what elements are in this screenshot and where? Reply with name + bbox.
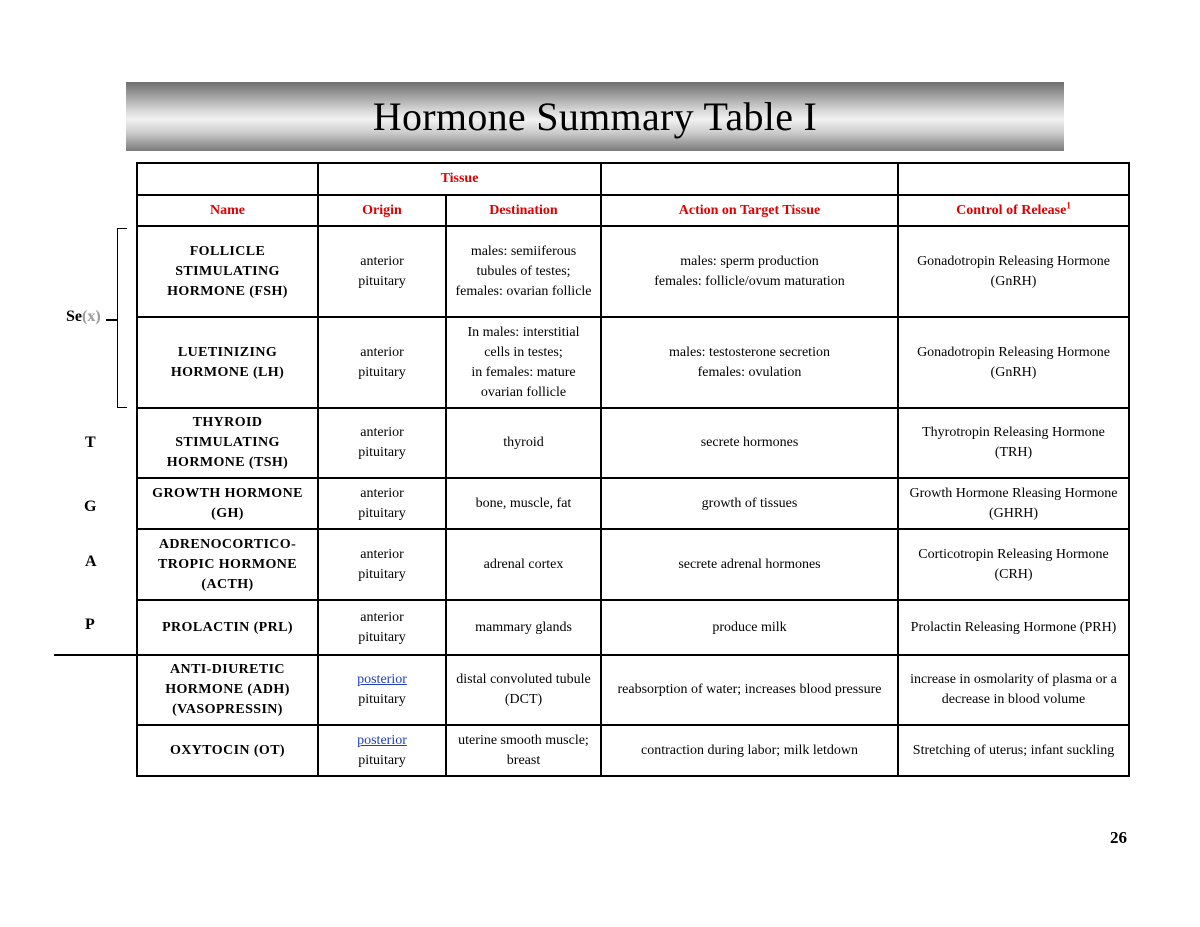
origin-line: pituitary: [358, 445, 406, 460]
hormone-name: ADRENOCORTICO-TROPIC HORMONE (ACTH): [137, 529, 318, 600]
side-label-a: A: [85, 553, 97, 570]
hormone-name: OXYTOCIN (OT): [137, 725, 318, 776]
control-cell: Thyrotropin Releasing Hormone (TRH): [898, 408, 1129, 478]
table-row: [137, 725, 1129, 776]
header-control-label: Control of Release: [956, 202, 1067, 218]
origin-line: anterior: [360, 344, 404, 360]
header-empty-cell: [137, 163, 318, 195]
action-cell: reabsorption of water; increases blood pressure: [601, 655, 898, 725]
origin-cell: [318, 408, 446, 478]
origin-line: pituitary: [358, 505, 406, 521]
hormone-name-line: (VASOPRESSIN): [172, 702, 283, 717]
origin-line: pituitary: [358, 692, 406, 707]
origin-cell: [318, 226, 446, 317]
origin-line: pituitary: [358, 364, 406, 380]
action-cell: secrete adrenal hormones: [601, 529, 898, 600]
header-control-footnote: 1: [1066, 199, 1071, 210]
origin-line: anterior: [360, 425, 404, 440]
side-label-sex-suffix: (x): [82, 308, 101, 325]
hormone-name: PROLACTIN (PRL): [137, 600, 318, 655]
destination-cell: bone, muscle, fat: [446, 478, 601, 529]
posterior-link[interactable]: posterior: [357, 672, 407, 687]
header-control: [898, 195, 1129, 226]
destination-line: In males: interstitial cells in testes;: [467, 324, 580, 360]
table-row: [137, 317, 1129, 408]
destination-cell: adrenal cortex: [446, 529, 601, 600]
hormone-name: LUETINIZING HORMONE (LH): [137, 317, 318, 408]
page-title: Hormone Summary Table I: [372, 94, 818, 139]
control-cell: Gonadotropin Releasing Hormone (GnRH): [898, 317, 1129, 408]
table-header-row-tissue: [137, 163, 1129, 195]
sex-bracket-tick: [106, 319, 117, 321]
hormone-name: THYROID STIMULATING HORMONE (TSH): [137, 408, 318, 478]
header-origin: Origin: [318, 195, 446, 226]
table-row: [137, 478, 1129, 529]
origin-line: pituitary: [358, 566, 406, 582]
origin-line: pituitary: [358, 752, 406, 768]
table-row: [137, 600, 1129, 655]
origin-cell: [318, 655, 446, 725]
control-cell: Stretching of uterus; infant suckling: [898, 725, 1129, 776]
header-destination: Destination: [446, 195, 601, 226]
action-line: males: testosterone secretion: [669, 344, 830, 360]
posterior-link[interactable]: posterior: [357, 732, 407, 748]
table-row: [137, 408, 1129, 478]
destination-cell: mammary glands: [446, 600, 601, 655]
control-cell: Prolactin Releasing Hormone (PRH): [898, 600, 1129, 655]
destination-cell: [446, 317, 601, 408]
origin-cell: [318, 725, 446, 776]
action-line: males: sperm production: [680, 253, 819, 269]
action-cell: [601, 317, 898, 408]
destination-cell: thyroid: [446, 408, 601, 478]
origin-line: anterior: [360, 546, 404, 562]
origin-cell: [318, 529, 446, 600]
origin-cell: [318, 600, 446, 655]
side-label-t: T: [85, 434, 96, 451]
hormone-table: [136, 162, 1130, 777]
origin-line: anterior: [360, 609, 404, 625]
page-number: 26: [1110, 828, 1127, 847]
origin-cell: [318, 317, 446, 408]
hormone-name: [137, 655, 318, 725]
control-cell: Gonadotropin Releasing Hormone (GnRH): [898, 226, 1129, 317]
header-action: Action on Target Tissue: [601, 195, 898, 226]
hormone-name: GROWTH HORMONE (GH): [137, 478, 318, 529]
control-cell: Corticotropin Releasing Hormone (CRH): [898, 529, 1129, 600]
action-line: females: follicle/ovum maturation: [654, 273, 845, 289]
header-empty-cell: [601, 163, 898, 195]
origin-line: pituitary: [358, 629, 406, 645]
side-label-g: G: [84, 498, 97, 515]
side-label-sex-prefix: Se: [66, 308, 82, 325]
hormone-name: FOLLICLE STIMULATING HORMONE (FSH): [137, 226, 318, 317]
destination-cell: uterine smooth muscle; breast: [446, 725, 601, 776]
action-cell: produce milk: [601, 600, 898, 655]
origin-cell: [318, 478, 446, 529]
destination-cell: males: semiiferous tubules of testes; females: ovarian follicle: [446, 226, 601, 317]
origin-line: anterior: [360, 253, 404, 269]
table-row: [137, 529, 1129, 600]
posterior-divider-line: [54, 654, 138, 656]
table-row: [137, 655, 1129, 725]
action-line: females: ovulation: [697, 364, 802, 380]
header-tissue: Tissue: [318, 163, 601, 195]
action-cell: [601, 226, 898, 317]
control-cell: increase in osmolarity of plasma or a decrease in blood volume: [898, 655, 1129, 725]
side-label-p: P: [85, 616, 95, 633]
action-cell: contraction during labor; milk letdown: [601, 725, 898, 776]
destination-line: in females: mature ovarian follicle: [471, 364, 576, 400]
table-header-row: [137, 195, 1129, 226]
table-row: [137, 226, 1129, 317]
origin-line: pituitary: [358, 273, 406, 289]
destination-cell: distal convoluted tubule (DCT): [446, 655, 601, 725]
header-empty-cell: [898, 163, 1129, 195]
header-name: Name: [137, 195, 318, 226]
title-bar: [126, 82, 1064, 151]
action-cell: growth of tissues: [601, 478, 898, 529]
side-label-sex: [66, 308, 101, 326]
action-cell: secrete hormones: [601, 408, 898, 478]
hormone-name-line: ANTI-DIURETIC HORMONE (ADH): [165, 662, 290, 697]
sex-bracket: [117, 228, 127, 408]
origin-line: anterior: [360, 485, 404, 501]
control-cell: Growth Hormone Rleasing Hormone (GHRH): [898, 478, 1129, 529]
